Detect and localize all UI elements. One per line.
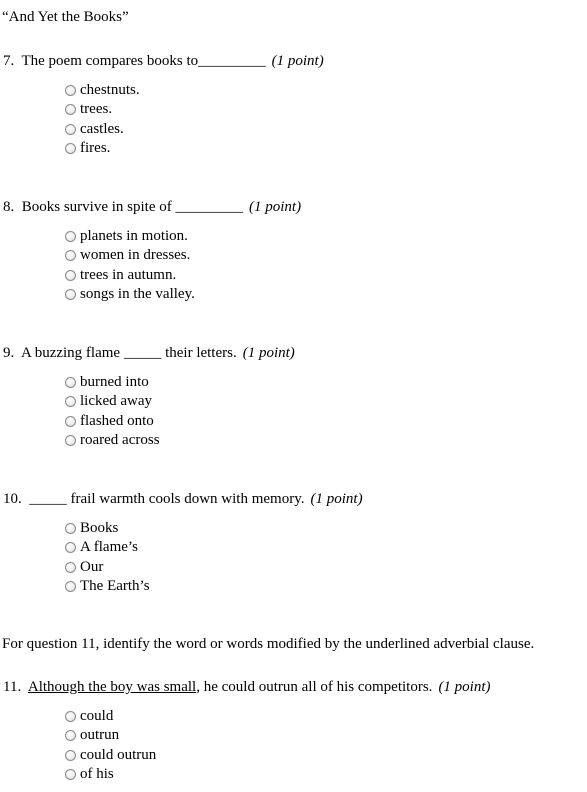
radio-button-icon[interactable] xyxy=(65,85,76,96)
radio-button-icon[interactable] xyxy=(65,143,76,154)
question-text: , he could outrun all of his competitors. xyxy=(196,679,433,695)
question-text: Books survive in spite of xyxy=(21,199,172,215)
radio-button-icon[interactable] xyxy=(65,769,76,780)
radio-button-icon[interactable] xyxy=(65,523,76,534)
answer-blank: _____ xyxy=(29,491,67,507)
answer-blank: _________ xyxy=(175,199,243,215)
underlined-clause: Although the boy was small xyxy=(27,679,197,695)
question-points: (1 point) xyxy=(438,679,491,695)
option-7a[interactable] xyxy=(65,81,140,99)
radio-button-icon[interactable] xyxy=(65,711,76,722)
option-label: could outrun xyxy=(80,747,157,763)
radio-button-icon[interactable] xyxy=(65,104,76,115)
option-7d[interactable] xyxy=(65,139,110,157)
option-9b[interactable] xyxy=(65,392,152,410)
question-points: (1 point) xyxy=(271,53,324,69)
radio-button-icon[interactable] xyxy=(65,750,76,761)
question-number: 11. xyxy=(3,679,22,695)
option-label: Books xyxy=(80,520,119,536)
radio-button-icon[interactable] xyxy=(65,124,76,135)
question-points: (1 point) xyxy=(242,345,295,361)
option-7c[interactable] xyxy=(65,120,124,138)
option-7b[interactable] xyxy=(65,100,112,118)
option-label: of his xyxy=(80,766,114,782)
option-label: A flame’s xyxy=(80,539,138,555)
option-9a[interactable] xyxy=(65,373,149,391)
question-text: frail warmth cools down with memory. xyxy=(70,491,305,507)
option-label: fires. xyxy=(80,140,111,156)
radio-button-icon[interactable] xyxy=(65,581,76,592)
question-points: (1 point) xyxy=(249,199,302,215)
option-8c[interactable] xyxy=(65,266,176,284)
option-9d[interactable] xyxy=(65,431,160,449)
option-label: licked away xyxy=(80,393,153,409)
option-8d[interactable] xyxy=(65,285,195,303)
answer-blank: _____ xyxy=(123,345,162,361)
option-label: outrun xyxy=(80,727,120,743)
radio-button-icon[interactable] xyxy=(65,377,76,388)
question-points: (1 point) xyxy=(310,491,363,507)
option-10b[interactable] xyxy=(65,538,138,556)
option-8b[interactable] xyxy=(65,246,190,264)
option-label: could xyxy=(80,708,114,724)
question-11 xyxy=(3,678,491,696)
option-11c[interactable] xyxy=(65,746,156,764)
question-9 xyxy=(3,344,295,362)
option-label: castles. xyxy=(80,121,124,137)
option-label: trees. xyxy=(80,101,113,117)
radio-button-icon[interactable] xyxy=(65,250,76,261)
option-label: women in dresses. xyxy=(80,247,191,263)
option-9c[interactable] xyxy=(65,412,154,430)
option-label: planets in motion. xyxy=(80,228,188,244)
option-label: trees in autumn. xyxy=(80,267,177,283)
question-number: 7. xyxy=(3,53,15,69)
question-text: A buzzing flame xyxy=(20,345,121,361)
option-11b[interactable] xyxy=(65,726,119,744)
option-11a[interactable] xyxy=(65,707,113,725)
option-label: roared across xyxy=(80,432,160,448)
option-11d[interactable] xyxy=(65,765,114,783)
option-10c[interactable] xyxy=(65,558,103,576)
radio-button-icon[interactable] xyxy=(65,396,76,407)
option-label: songs in the valley. xyxy=(80,286,195,302)
option-label: Our xyxy=(80,559,104,575)
question-8 xyxy=(3,198,301,216)
radio-button-icon[interactable] xyxy=(65,730,76,741)
radio-button-icon[interactable] xyxy=(65,231,76,242)
radio-button-icon[interactable] xyxy=(65,435,76,446)
answer-blank: _________ xyxy=(198,53,266,69)
option-8a[interactable] xyxy=(65,227,188,245)
radio-button-icon[interactable] xyxy=(65,542,76,553)
question-text-end: their letters. xyxy=(165,345,237,361)
question-10 xyxy=(3,490,363,508)
option-label: The Earth’s xyxy=(80,578,150,594)
option-label: flashed onto xyxy=(80,413,154,429)
question-number: 9. xyxy=(3,345,15,361)
question-text: The poem compares books to xyxy=(21,53,199,69)
radio-button-icon[interactable] xyxy=(65,270,76,281)
question-7 xyxy=(3,52,324,70)
option-10d[interactable] xyxy=(65,577,150,595)
question-number: 10. xyxy=(3,491,22,507)
option-label: chestnuts. xyxy=(80,82,140,98)
option-label: burned into xyxy=(80,374,149,390)
question-number: 8. xyxy=(3,199,15,215)
radio-button-icon[interactable] xyxy=(65,562,76,573)
quiz-title: “And Yet the Books” xyxy=(2,9,129,25)
radio-button-icon[interactable] xyxy=(65,416,76,427)
option-10a[interactable] xyxy=(65,519,118,537)
radio-button-icon[interactable] xyxy=(65,289,76,300)
instruction-text: For question 11, identify the word or words modified by the underlined adverbial clause. xyxy=(2,636,535,652)
